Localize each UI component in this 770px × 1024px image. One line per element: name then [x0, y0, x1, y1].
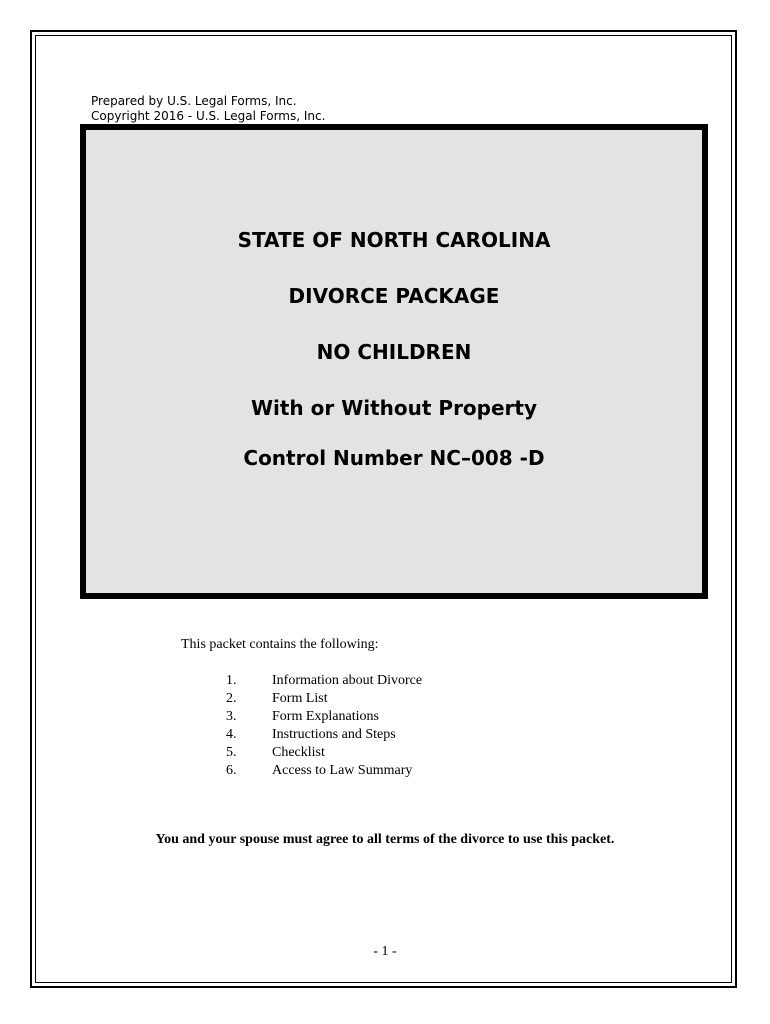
list-item-number: 5.	[226, 745, 237, 760]
title-box	[80, 124, 708, 599]
agreement-notice: You and your spouse must agree to all terms of the divorce to use this packet.	[155, 832, 615, 847]
contents-intro: This packet contains the following:	[181, 637, 379, 652]
list-item	[226, 744, 422, 762]
list-item-label: Form List	[272, 691, 328, 706]
list-item-label: Form Explanations	[272, 709, 379, 724]
list-item	[226, 690, 422, 708]
header	[91, 94, 325, 124]
page-number: - 1 -	[373, 944, 397, 959]
list-item-number: 6.	[226, 763, 237, 778]
list-item	[226, 762, 422, 780]
control-number: Control Number NC–008 -D	[243, 446, 545, 470]
list-item-label: Checklist	[272, 745, 325, 760]
list-item-label: Instructions and Steps	[272, 727, 396, 742]
list-item-label: Information about Divorce	[272, 673, 423, 688]
list-item	[226, 672, 422, 690]
list-item-number: 1.	[226, 673, 237, 688]
package-title: DIVORCE PACKAGE	[288, 284, 500, 308]
copyright-text: Copyright 2016 - U.S. Legal Forms, Inc.	[91, 109, 326, 123]
list-item-label: Access to Law Summary	[272, 763, 413, 778]
list-item	[226, 708, 422, 726]
children-title: NO CHILDREN	[316, 340, 472, 364]
state-title: STATE OF NORTH CAROLINA	[237, 228, 551, 252]
property-title: With or Without Property	[250, 396, 538, 420]
prepared-by-text: Prepared by U.S. Legal Forms, Inc.	[91, 94, 297, 108]
list-item-number: 4.	[226, 727, 237, 742]
list-item-number: 2.	[226, 691, 237, 706]
list-item	[226, 726, 422, 744]
contents-list	[226, 672, 422, 780]
list-item-number: 3.	[226, 709, 237, 724]
